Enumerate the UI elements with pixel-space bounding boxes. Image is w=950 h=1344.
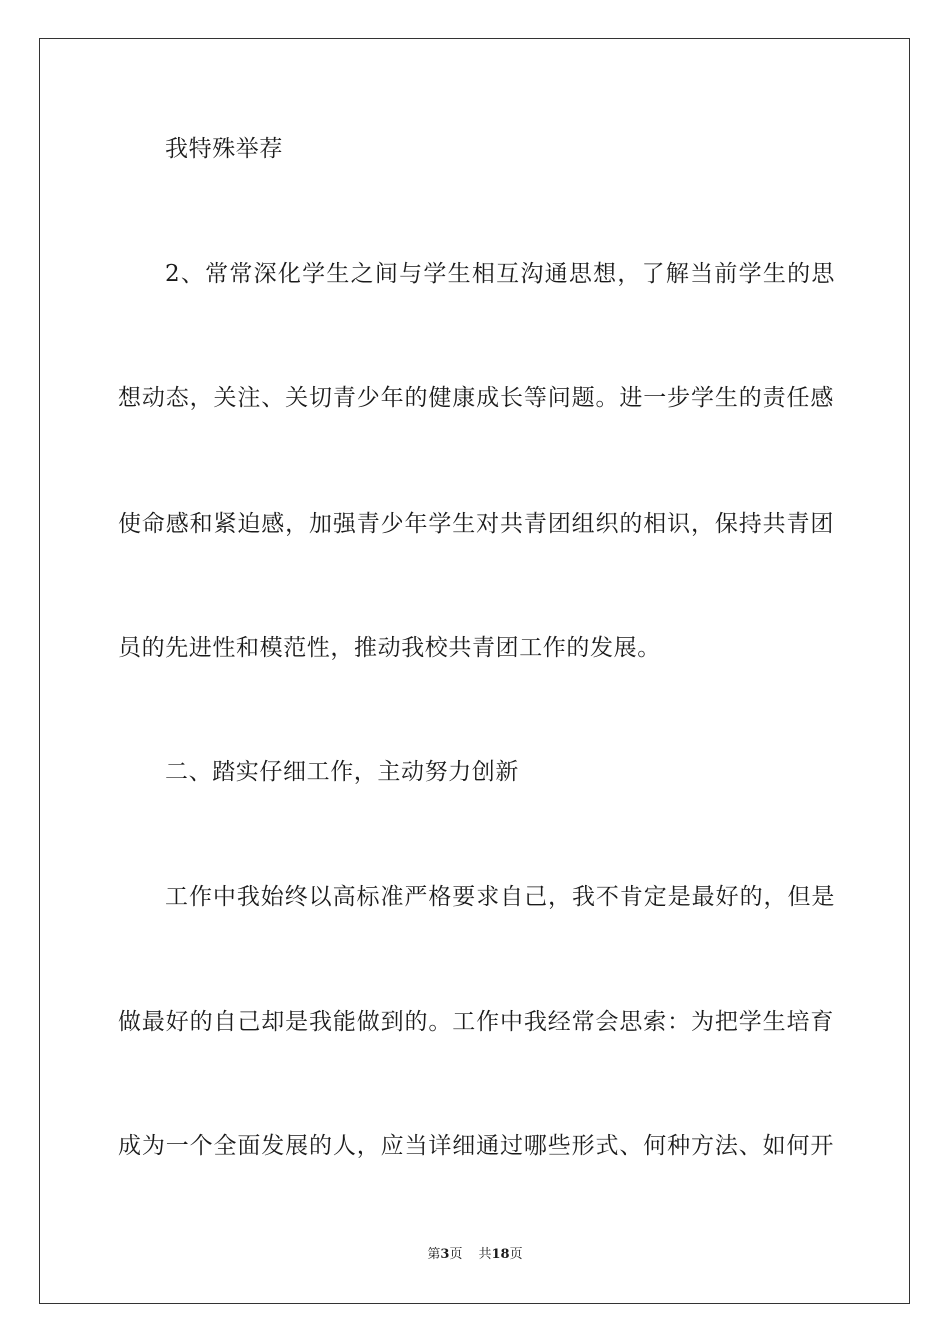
- paragraph-line-8: 成为一个全面发展的人，应当详细通过哪些形式、何种方法、如何开: [118, 1133, 834, 1159]
- page-footer: [0, 1246, 950, 1264]
- section-heading: 二、踏实仔细工作，主动努力创新: [165, 759, 519, 785]
- paragraph-line-4: 使命感和紧迫感，加强青少年学生对共青团组织的相识，保持共青团: [118, 511, 834, 537]
- paragraph-line-1: 我特殊举荐: [165, 136, 283, 162]
- paragraph-line-2: 2、常常深化学生之间与学生相互沟通思想，了解当前学生的思: [165, 261, 835, 287]
- paragraph-line-6: 工作中我始终以高标准严格要求自己，我不肯定是最好的，但是: [165, 884, 835, 910]
- page-border: [39, 38, 910, 1304]
- total-pages: 18: [491, 1247, 510, 1262]
- paragraph-line-3: 想动态，关注、关切青少年的健康成长等问题。进一步学生的责任感: [118, 385, 834, 411]
- total-prefix: 共: [478, 1247, 492, 1262]
- total-suffix: 页: [509, 1247, 523, 1262]
- page-suffix: 页: [449, 1247, 463, 1262]
- paragraph-line-5: 员的先进性和模范性，推动我校共青团工作的发展。: [118, 635, 661, 661]
- page-prefix: 第: [427, 1247, 441, 1262]
- paragraph-line-7: 做最好的自己却是我能做到的。工作中我经常会思索：为把学生培育: [118, 1009, 834, 1035]
- page-number: 3: [440, 1247, 450, 1262]
